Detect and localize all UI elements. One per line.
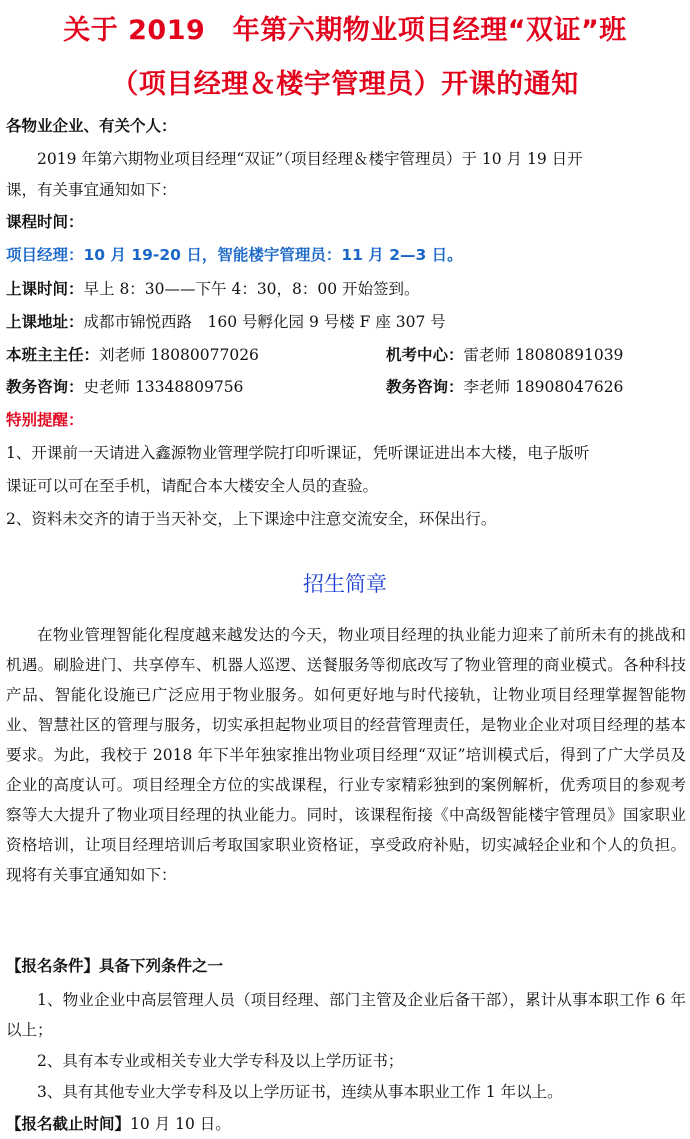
class-time-value: 早上 8：30——下午 4：30，8：00 开始签到。 (83, 280, 420, 298)
contact-label: 本班主主任： (6, 346, 100, 364)
condition-item: 3、具有其他专业大学专科及以上学历证书，连续从事本职业工作 1 年以上。 (37, 1083, 563, 1101)
intro-line2: 课，有关事宜通知如下： (6, 181, 177, 199)
schedule-detail: 项目经理：10 月 19-20 日，智能楼宇管理员：11 月 2—3 日。 (6, 246, 463, 264)
reminder-line: 2、资料未交齐的请于当天补交，上下课途中注意交流安全，环保出行。 (6, 510, 497, 528)
address-row (6, 312, 686, 332)
intro-line1: 2019 年第六期物业项目经理“双证”（项目经理＆楼宇管理员）于 10 月 19 日开 (37, 150, 583, 168)
schedule-label: 课程时间： (6, 213, 84, 231)
address-label: 上课地址： (6, 313, 84, 331)
contact-value: 史老师 13348809756 (83, 378, 244, 396)
salutation: 各物业企业、有关个人： (6, 117, 177, 135)
reminder-label: 特别提醒： (6, 411, 84, 429)
reminder-line: 课证可以可在至手机，请配合本大楼安全人员的查验。 (6, 477, 379, 495)
brochure-body: 在物业管理智能化程度越来越发达的今天，物业项目经理的执业能力迎来了前所未有的挑战和机遇。刷脸进门、共享停车、机器人巡逻、送餐服务等彻底改写了物业管理的商业模式。各种科技产品、智能化设施已广泛应用于物业服务。如何更好地与时代接轨，让物业项目经理掌握智能物业、智慧社区的管理与服务，切实承担起物业项目的经营管理责任，是物业企业对项目经理的基本要求。为此，我校于 2018 年下半年独家推出物业项目经理“双证”培训模式后，得到了广大学员及企业的高度认可。项目经理全方位的实战课程，行业专家精彩独到的案例解析，优秀项目的参观考察等大大提升了物业项目经理的执业能力。同时，该课程衔接《中高级智能楼宇管理员》国家职业资格培训，让项目经理培训后考取国家职业资格证，享受政府补贴，切实减轻企业和个人的负担。现将有关事宜通知如下： (6, 626, 686, 884)
reminder-line: 1、开课前一天请进入鑫源物业管理学院打印听课证，凭听课证进出本大楼，电子版听 (6, 444, 590, 462)
deadline-value: 10 月 10 日。 (130, 1115, 231, 1133)
condition-item: 1、物业企业中高层管理人员（项目经理、部门主管及企业后备干部），累计从事本职工作 6 年以上； (6, 991, 686, 1039)
contact-value: 李老师 18908047626 (463, 378, 624, 396)
deadline-row (6, 1114, 686, 1134)
contact-item (386, 345, 623, 365)
contact-value: 刘老师 18080077026 (99, 346, 259, 364)
contact-label: 教务咨询： (386, 378, 464, 396)
contacts-row-1 (6, 345, 686, 365)
contact-label: 教务咨询： (6, 378, 84, 396)
class-time-label: 上课时间： (6, 280, 84, 298)
contact-value: 雷老师 18080891039 (463, 346, 624, 364)
brochure-heading: 招生简章 (303, 572, 387, 596)
document-title-line2: （项目经理＆楼宇管理员）开课的通知 (111, 69, 579, 100)
conditions-label: 【报名条件】具备下列条件之一 (6, 957, 224, 975)
contacts-row-2 (6, 377, 686, 397)
condition-item: 2、具有本专业或相关专业大学专科及以上学历证书； (37, 1052, 404, 1070)
class-time-row (6, 279, 686, 299)
contact-item (386, 377, 623, 397)
address-value: 成都市锦悦西路 160 号孵化园 9 号楼 F 座 307 号 (83, 313, 446, 331)
document-title-line1: 关于 2019 年第六期物业项目经理“双证”班 (63, 15, 627, 46)
deadline-label: 【报名截止时间】 (6, 1115, 131, 1133)
contact-label: 机考中心： (386, 346, 464, 364)
